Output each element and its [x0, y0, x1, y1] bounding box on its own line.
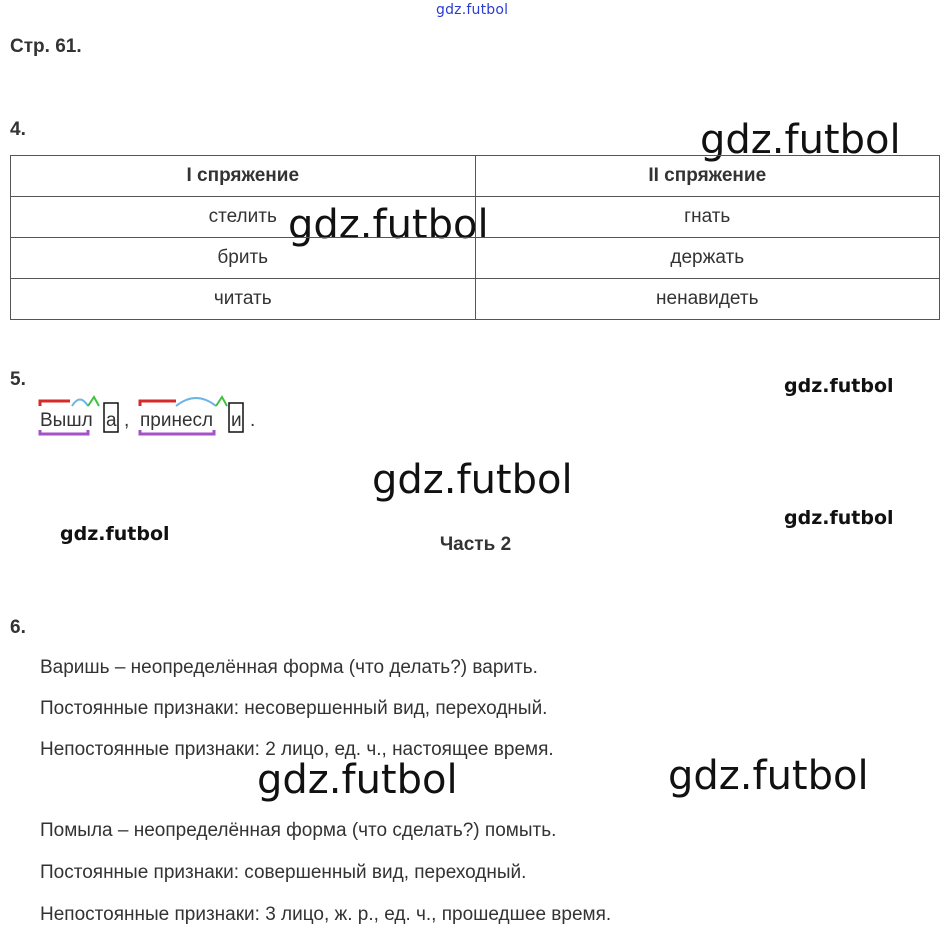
exercise-6-number: 6.: [10, 617, 26, 638]
analysis-line: Помыла – неопределённая форма (что сделать?) помыть.: [40, 820, 557, 841]
watermark: gdz.futbol: [372, 457, 573, 503]
suffix-mark: [216, 397, 227, 406]
word-1-ending: а: [106, 410, 117, 431]
watermark-top: gdz.futbol: [436, 2, 509, 18]
analysis-line: Непостоянные признаки: 2 лицо, ед. ч., настоящее время.: [40, 739, 554, 760]
part-title: Часть 2: [439, 534, 512, 555]
header-first-conjugation: I спряжение: [11, 156, 476, 197]
watermark: gdz.futbol: [257, 757, 458, 803]
table-row: [11, 238, 940, 279]
analysis-line: Постоянные признаки: совершенный вид, переходный.: [40, 862, 527, 883]
exercise-4-number: 4.: [10, 119, 26, 140]
root-arc: [176, 398, 216, 406]
header-second-conjugation: II спряжение: [475, 156, 940, 197]
table-cell: читать: [11, 279, 476, 320]
exercise-5-number: 5.: [10, 369, 26, 390]
word-2-ending: и: [231, 410, 242, 431]
prefix-mark: [40, 401, 70, 406]
table-cell: брить: [11, 238, 476, 279]
watermark: gdz.futbol: [700, 117, 901, 163]
analysis-line: Постоянные признаки: несовершенный вид, переходный.: [40, 698, 548, 719]
suffix-mark: [88, 397, 99, 406]
analysis-line: Непостоянные признаки: 3 лицо, ж. р., ед. ч., прошедшее время.: [40, 904, 612, 925]
word-1-stem: Вышл: [40, 410, 93, 431]
watermark: gdz.futbol: [784, 507, 894, 529]
conjugation-table: [10, 155, 940, 320]
table-cell: стелить: [11, 197, 476, 238]
table-cell: держать: [475, 238, 940, 279]
analysis-line: Варишь – неопределённая форма (что делать?) варить.: [40, 657, 538, 678]
watermark: gdz.futbol: [60, 523, 170, 545]
table-cell: ненавидеть: [475, 279, 940, 320]
table-header-row: [11, 156, 940, 197]
table-row: [11, 197, 940, 238]
comma: ,: [124, 410, 130, 431]
table-cell: гнать: [475, 197, 940, 238]
root-arc: [72, 400, 88, 407]
table-row: [11, 279, 940, 320]
period: .: [250, 410, 256, 431]
watermark: gdz.futbol: [784, 375, 894, 397]
page-label: Стр. 61.: [10, 36, 82, 57]
prefix-mark: [140, 401, 176, 406]
watermark: gdz.futbol: [288, 202, 489, 248]
watermark: gdz.futbol: [668, 753, 869, 799]
word-2-stem: принесл: [140, 410, 214, 431]
